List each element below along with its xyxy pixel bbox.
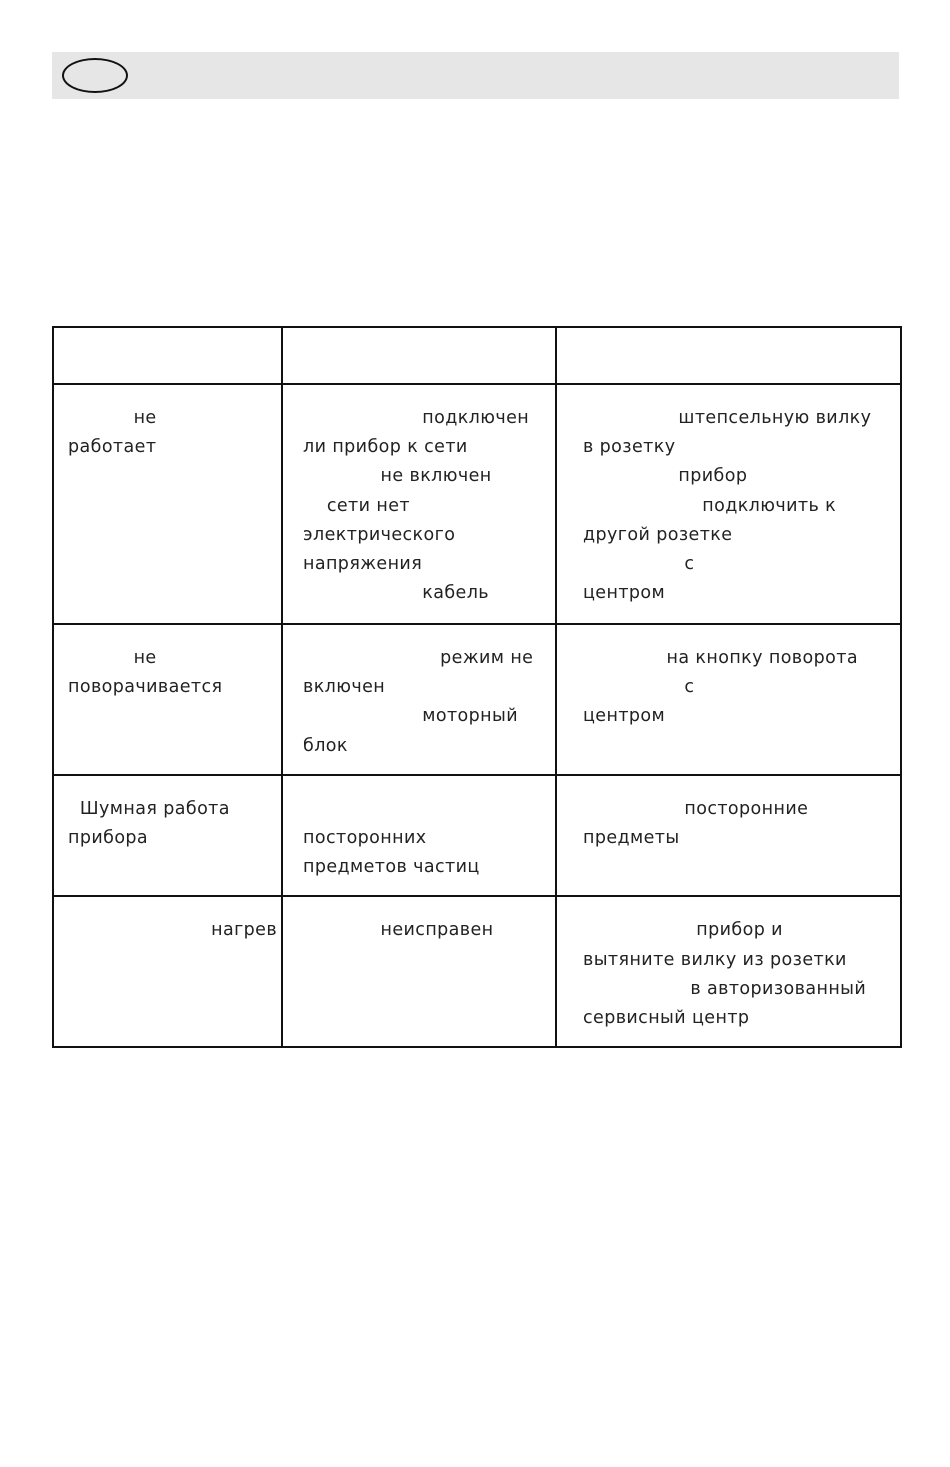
solution-line: другой розетке [583, 524, 733, 545]
solution-line: в розетку [583, 437, 676, 458]
cause-line: ли прибор к сети [303, 437, 468, 458]
solution-line: с [583, 677, 695, 698]
problem-cell [53, 896, 282, 1047]
cause-line: подключен [303, 408, 530, 428]
header-cause [282, 327, 556, 384]
header-problem [53, 327, 282, 384]
solution-line: вытяните вилку из розетки [583, 949, 847, 970]
solution-line: посторонние [583, 798, 809, 819]
cause-cell [282, 384, 556, 624]
solution-cell [556, 775, 901, 897]
solution-line: сервисный центр [583, 1007, 750, 1028]
table-row [53, 384, 901, 624]
problem-line: прибора [68, 827, 149, 848]
cause-line: включен [303, 677, 386, 698]
cause-line: моторный [303, 706, 519, 727]
troubleshooting-table-wrap [52, 326, 900, 1048]
solution-line: подключить к [583, 495, 837, 516]
cause-cell [282, 775, 556, 897]
problem-line: Шумная работа [68, 798, 230, 819]
solution-line: предметы [583, 827, 680, 848]
solution-line: с [583, 553, 695, 574]
solution-line: штепсельную вилку [583, 408, 872, 428]
cause-line: неисправен [303, 920, 494, 941]
solution-cell [556, 624, 901, 775]
table-header-row [53, 327, 901, 384]
problem-cell [53, 775, 282, 897]
language-badge [62, 58, 128, 93]
cause-line: электрического [303, 524, 456, 545]
solution-line: в авторизованный [583, 978, 867, 999]
solution-cell [556, 384, 901, 624]
cause-line: режим не [303, 648, 534, 668]
solution-line: прибор [583, 466, 748, 487]
cause-line: предметов частиц [303, 857, 480, 878]
solution-line: центром [583, 706, 666, 727]
cause-line: сети нет [303, 495, 410, 516]
header-solution [556, 327, 901, 384]
cause-line: не включен [303, 466, 492, 487]
solution-line: центром [583, 583, 666, 604]
solution-cell [556, 896, 901, 1047]
table-row [53, 624, 901, 775]
troubleshooting-table [52, 326, 902, 1048]
cause-line: напряжения [303, 553, 423, 574]
cause-line: кабель [303, 583, 490, 604]
problem-line: работает [68, 437, 157, 458]
problem-cell [53, 384, 282, 624]
problem-line: не [68, 648, 157, 668]
problem-cell [53, 624, 282, 775]
problem-line: поворачивается [68, 677, 223, 698]
solution-line: прибор и [583, 920, 783, 941]
header-bar [52, 52, 899, 99]
solution-line: на кнопку поворота [583, 648, 858, 668]
problem-line: нагрев [68, 920, 278, 941]
cause-line [303, 795, 539, 824]
table-row [53, 896, 901, 1047]
problem-line: не [68, 408, 157, 428]
cause-line: посторонних [303, 827, 427, 848]
cause-cell [282, 896, 556, 1047]
cause-cell [282, 624, 556, 775]
table-row [53, 775, 901, 897]
cause-line: блок [303, 735, 348, 756]
